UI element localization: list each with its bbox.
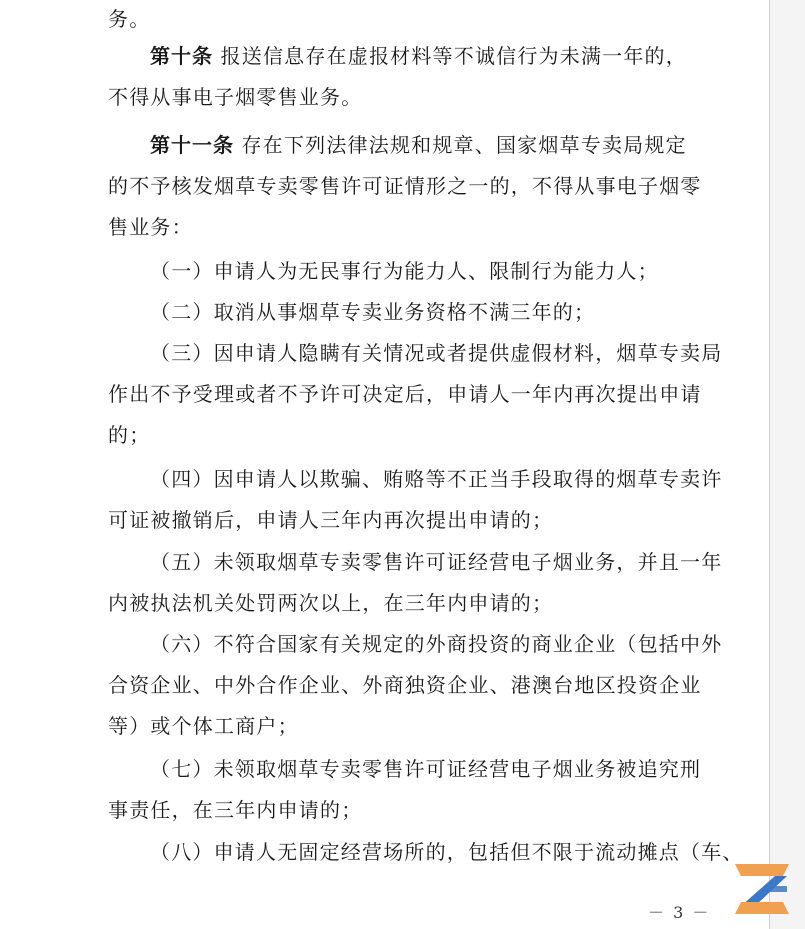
text-line: 的不予核发烟草专卖零售许可证情形之一的，不得从事电子烟零: [108, 174, 702, 198]
text-line: 可证被撤销后，申请人三年内再次提出申请的；: [108, 508, 554, 532]
article-11-heading: 第十一条 存在下列法律法规和规章、国家烟草专卖局规定: [150, 133, 687, 157]
article-number: 第十一条: [150, 133, 234, 157]
text-line: 务。: [108, 7, 151, 31]
text-line: 的；: [108, 423, 151, 447]
list-item-1: （一）申请人为无民事行为能力人、限制行为能力人；: [150, 259, 659, 283]
list-item-8: （八）申请人无固定经营场所的，包括但不限于流动摊点（车、: [150, 840, 744, 864]
list-item-6: （六）不符合国家有关规定的外商投资的商业企业（包括中外: [150, 632, 723, 656]
text-line: 事责任，在三年内申请的；: [108, 798, 363, 822]
page-number: － 3 －: [648, 903, 711, 922]
text-line: 不得从事电子烟零售业务。: [108, 85, 363, 109]
page-edge-shadow: [770, 0, 805, 929]
list-item-3: （三）因申请人隐瞒有关情况或者提供虚假材料，烟草专卖局: [150, 341, 723, 365]
list-item-7: （七）未领取烟草专卖零售许可证经营电子烟业务被追究刑: [150, 757, 702, 781]
text-line: 作出不予受理或者不予许可决定后，申请人一年内再次提出申请: [108, 382, 702, 406]
text-line: 售业务：: [108, 215, 193, 239]
list-item-5: （五）未领取烟草专卖零售许可证经营电子烟业务，并且一年: [150, 550, 723, 574]
list-item-4: （四）因申请人以欺骗、贿赂等不正当手段取得的烟草专卖许: [150, 467, 723, 491]
text-line: 合资企业、中外合作企业、外商独资企业、港澳台地区投资企业: [108, 673, 702, 697]
article-number: 第十条: [150, 44, 213, 68]
page-edge: [769, 0, 770, 929]
z-logo-icon: [731, 862, 793, 916]
list-item-2: （二）取消从事烟草专卖业务资格不满三年的；: [150, 300, 596, 324]
article-10-heading: 第十条 报送信息存在虚报材料等不诚信行为未满一年的，: [150, 44, 687, 68]
text-line: 等）或个体工商户；: [108, 714, 299, 738]
text-line: 内被执法机关处罚两次以上，在三年内申请的；: [108, 591, 554, 615]
